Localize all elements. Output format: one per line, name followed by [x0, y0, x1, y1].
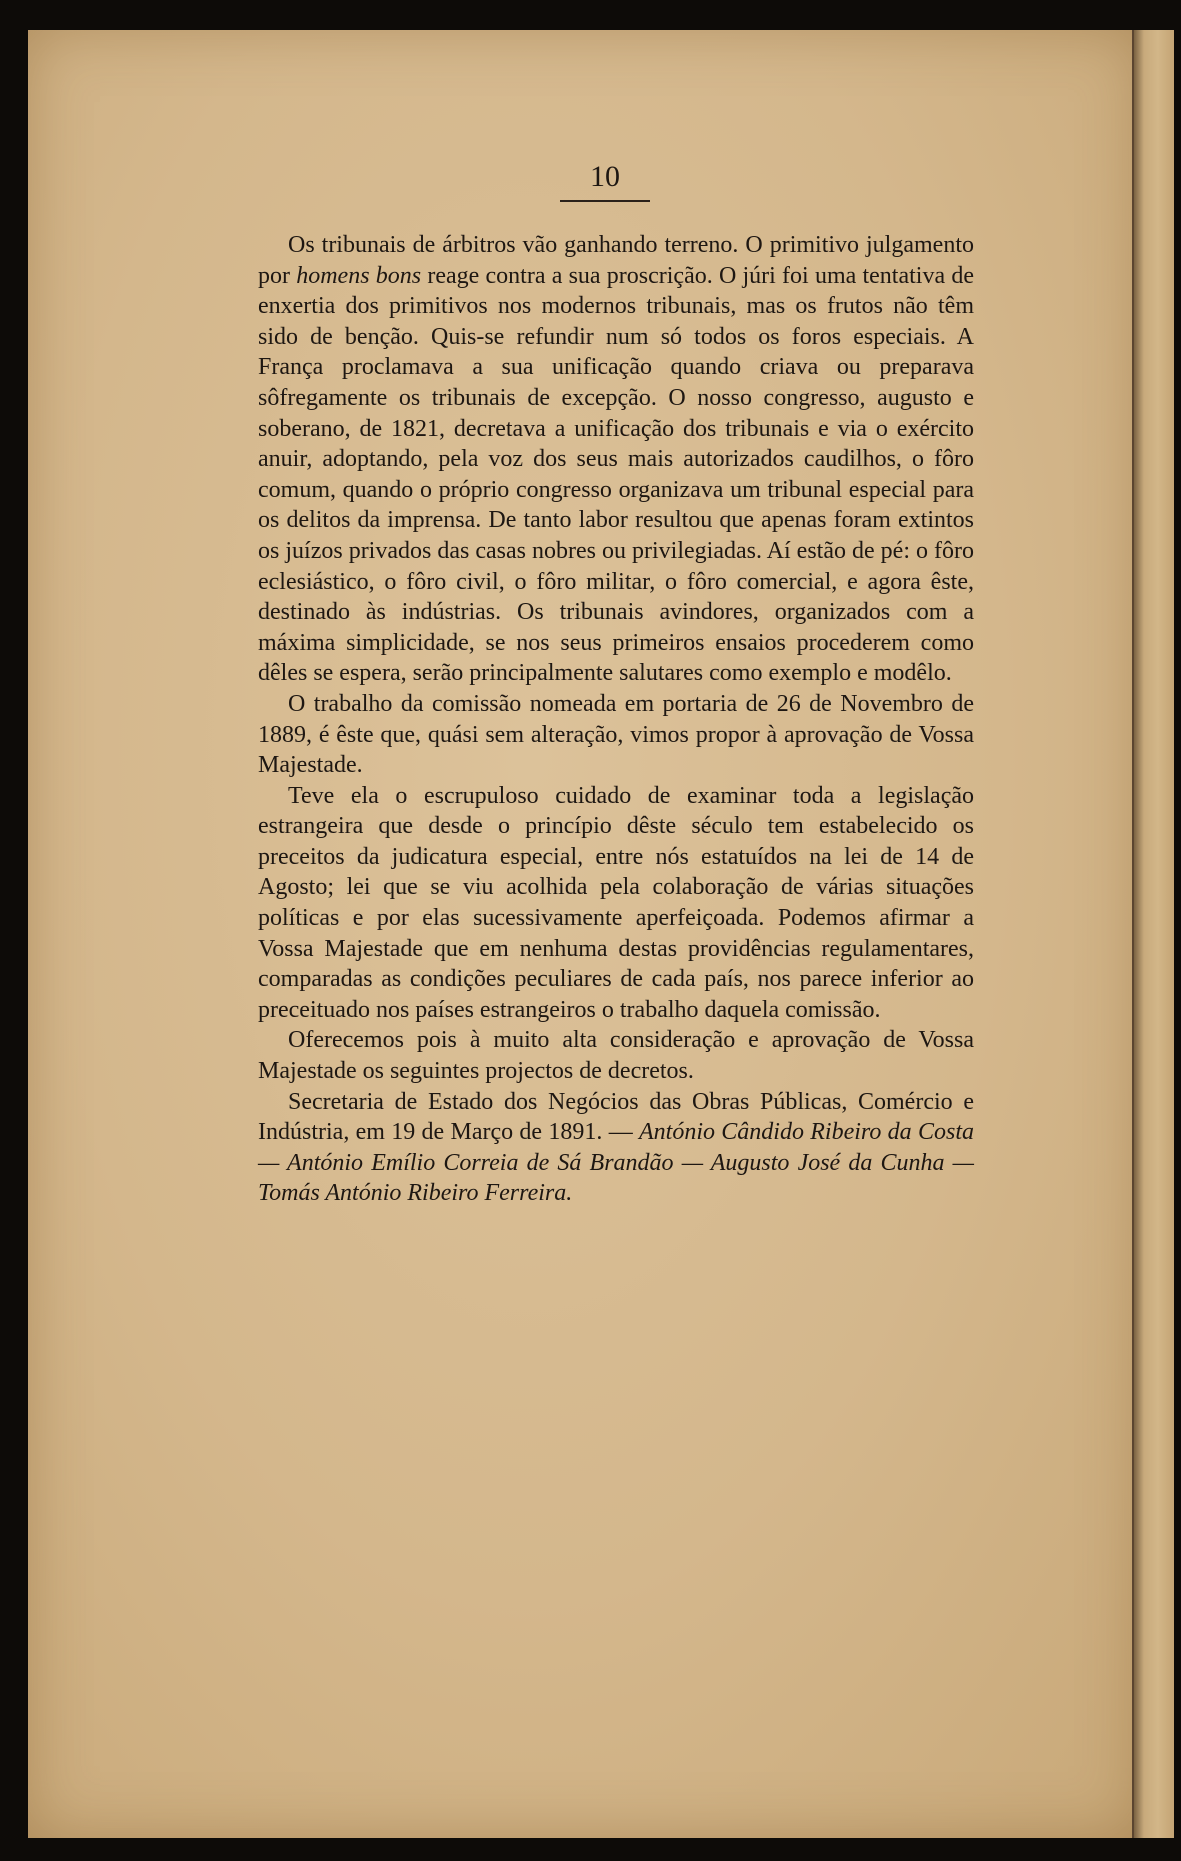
paragraph-commission-work	[258, 689, 974, 781]
italic-run: António Cândido Ribeiro da Costa — António Emílio Correia de Sá Brandão — Augusto José da Cunha — Tomás António Ribeiro Ferreira.	[258, 1119, 974, 1207]
paragraph-foreign-legislation	[258, 781, 974, 1026]
page-number: 10	[560, 160, 650, 202]
document-body	[258, 230, 974, 1209]
next-page-edge	[1132, 30, 1174, 1838]
text-run: Os tribunais de árbitros vão ganhando terreno. O primitivo julgamento por	[258, 232, 974, 289]
text-run: Secretaria de Estado dos Negócios das Obras Públicas, Comércio e Indústria, em 19 de Março de 1891. —	[258, 1088, 974, 1146]
text-run: Oferecemos pois à muito alta consideração e aprovação de Vossa Majestade os seguintes projectos de decretos.	[258, 1027, 974, 1085]
text-run: Teve ela o escrupuloso cuidado de examinar toda a legislação estrangeira que desde o princípio dêste século tem estabelecido os preceitos da judicatura especial, entre nós estatuídos na lei de 14 de Agosto; lei que se viu acolhida pela colaboração de várias situações políticas e por elas sucessivamente aperfeiçoada. Podemos afirmar a Vossa Majestade que em nenhuma destas providências regulamentares, comparadas as condições peculiares de cada país, nos parece inferior ao preceituado nos países estrangeiros o trabalho daquela comissão.	[258, 782, 974, 1023]
text-run: O trabalho da comissão nomeada em portaria de 26 de Novembro de 1889, é êste que, quási sem alteração, vimos propor à aprovação de Vossa Majestade.	[258, 690, 974, 779]
paragraph-signatures	[258, 1087, 974, 1209]
text-run: reage contra a sua proscrição. O júri foi uma tentativa de enxertia dos primitivos nos modernos tribunais, mas os frutos não têm sido de benção. Quis-se refundir num só todos os foros especiais. A França proclamava a sua unificação quando criava ou preparava sôfregamente os tribunais de excepção. O nosso congresso, augusto e soberano, de 1821, decretava a unificação dos tribunais e via o exército anuir, adoptando, pela voz dos seus mais autorizados caudilhos, o fôro comum, quando o próprio congresso organizava um tribunal especial para os delitos da imprensa. De tanto labor resultou que apenas foram extintos os juízos privados das casas nobres ou privilegiadas. Aí estão de pé: o fôro eclesiástico, o fôro civil, o fôro militar, o fôro comercial, e agora êste, destinado às indústrias. Os tribunais avindores, organizados com a máxima simplicidade, se nos seus primeiros ensaios procederem como dêles se espera, serão principalmente salutares como exemplo e modêlo.	[258, 262, 974, 687]
paragraph-arbitration-tribunals	[258, 230, 974, 689]
paragraph-offering	[258, 1025, 974, 1086]
italic-run: homens bons	[296, 262, 422, 289]
